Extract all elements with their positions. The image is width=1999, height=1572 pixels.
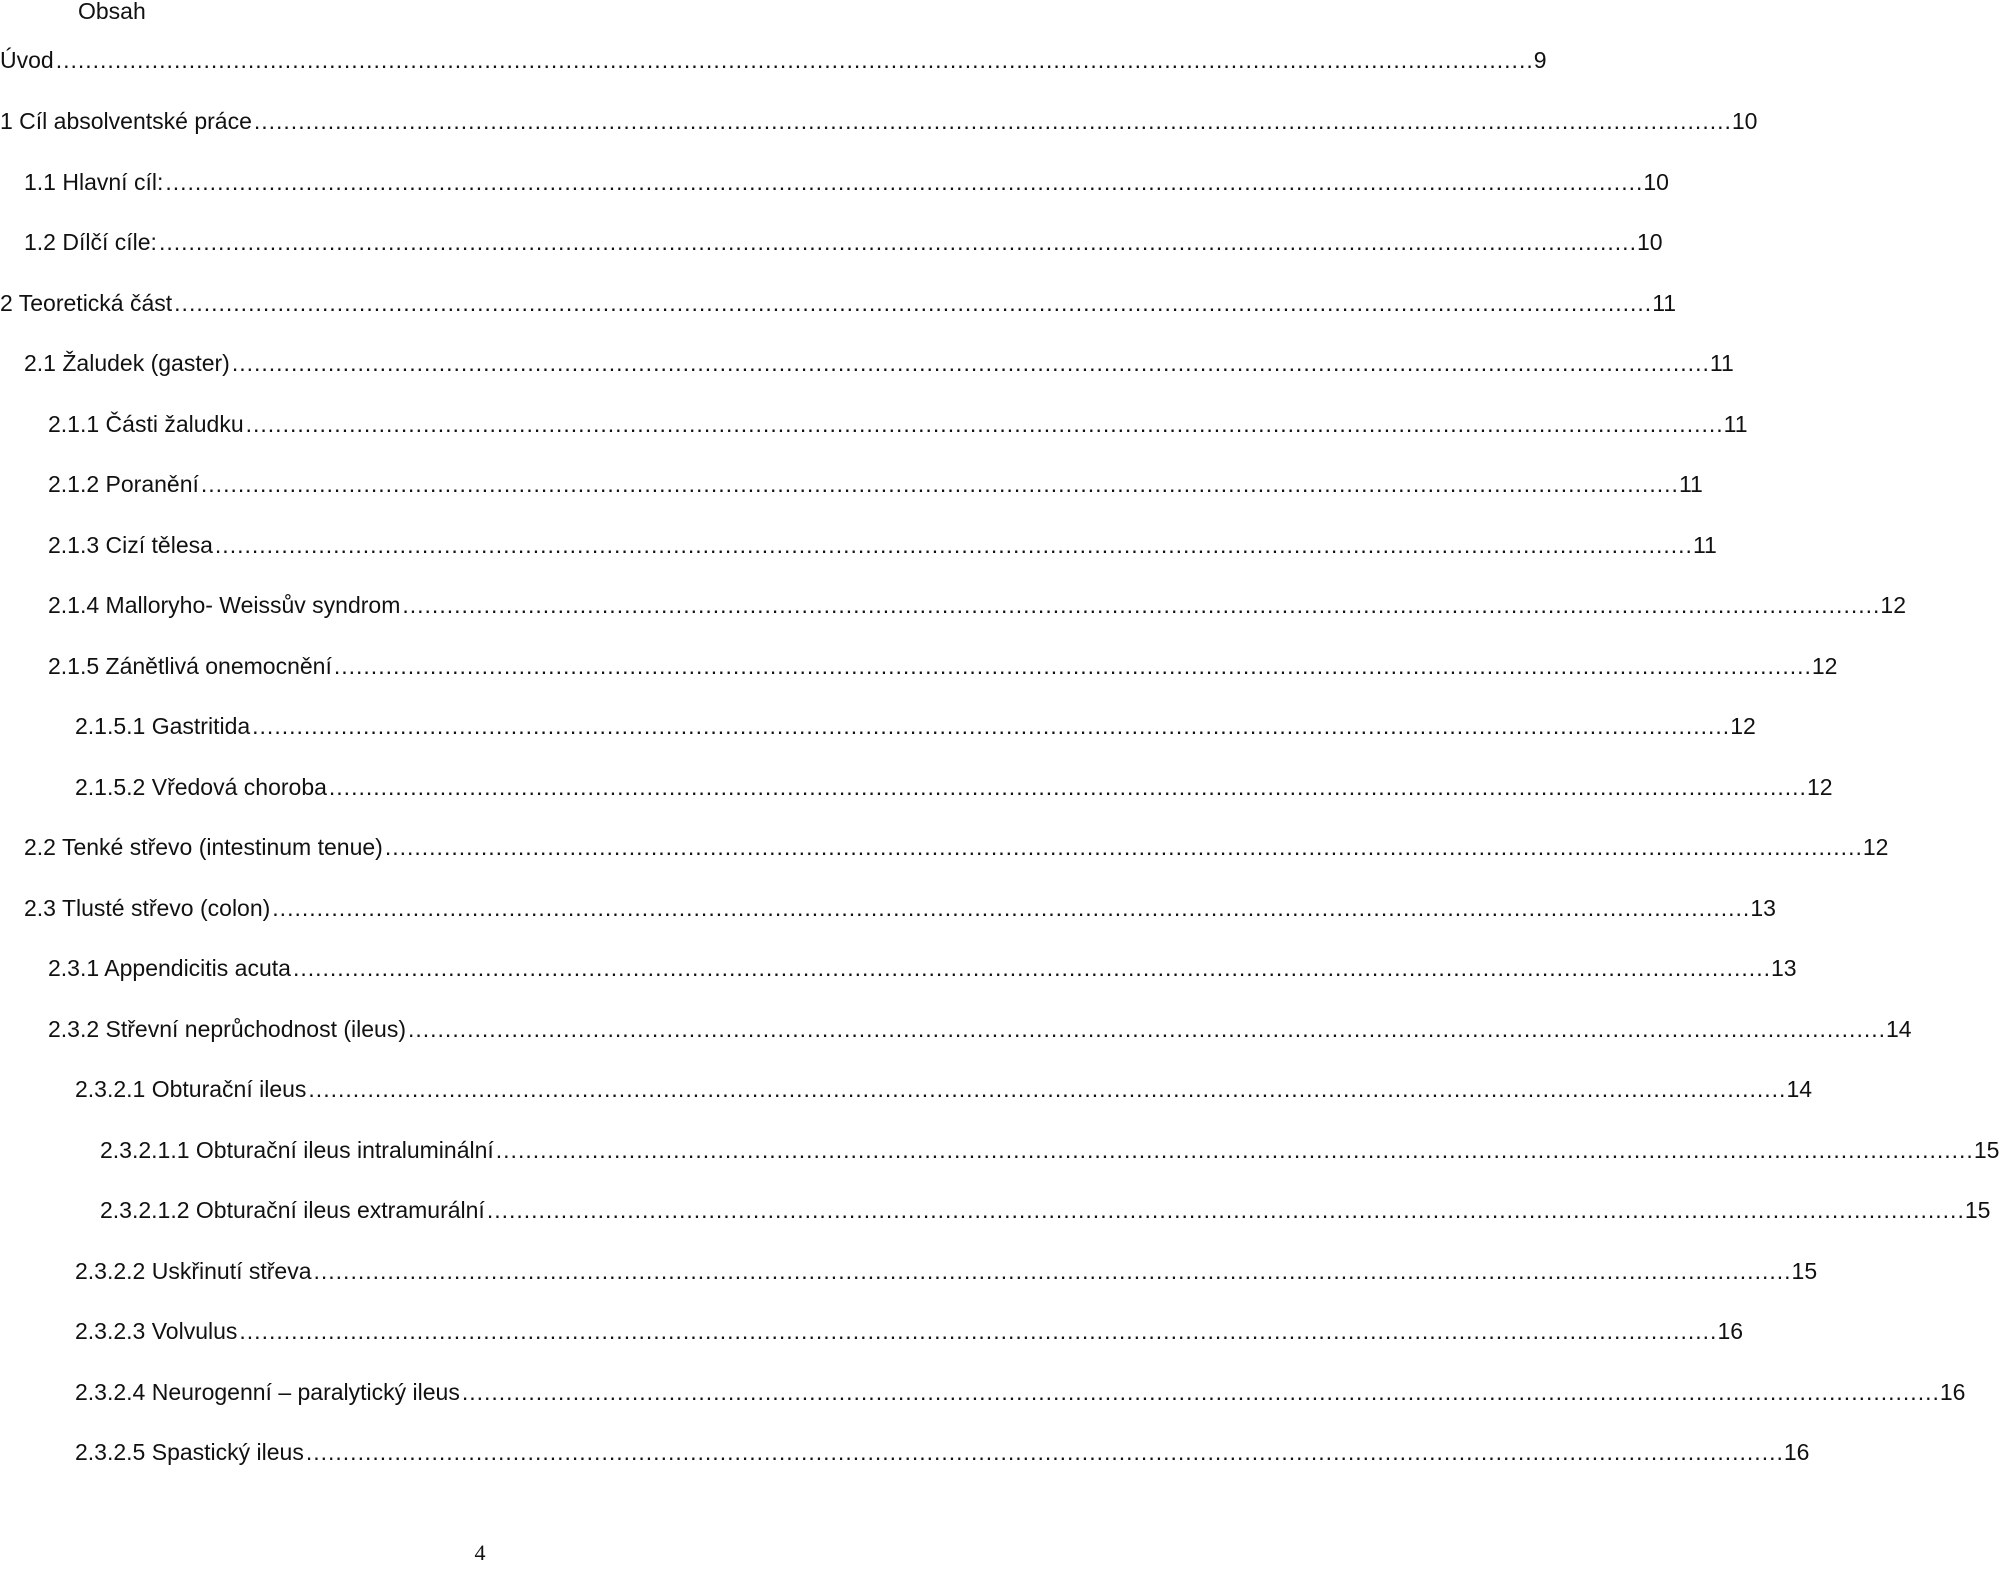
toc-entry-2-1-5[interactable]: [48, 649, 1838, 679]
toc-entry-1-1[interactable]: [24, 165, 1669, 195]
toc-dot-leader: ........................................................................................................................................................................................................: [308, 1076, 1787, 1102]
toc-page-number: 15: [1973, 1137, 1999, 1163]
toc-dot-leader: ........................................................................................................................................................................................................: [253, 108, 1732, 134]
toc-dot-leader: ........................................................................................................................................................................................................: [158, 229, 1637, 255]
toc-page-number: 14: [1886, 1016, 1912, 1042]
toc-entry-title: 1.2 Dílčí cíle:: [24, 229, 157, 255]
toc-entry-2-3-2-2[interactable]: [75, 1254, 1818, 1284]
toc-entry-title: 2.3.2 Střevní neprůchodnost (ileus): [48, 1016, 406, 1042]
toc-entry-2-1-3[interactable]: [48, 528, 1717, 558]
toc-entry-2-1[interactable]: [24, 346, 1734, 376]
toc-dot-leader: ........................................................................................................................................................................................................: [214, 532, 1693, 558]
toc-dot-leader: ........................................................................................................................................................................................................: [245, 411, 1724, 437]
toc-dot-leader: ........................................................................................................................................................................................................: [461, 1379, 1940, 1405]
toc-dot-leader: ........................................................................................................................................................................................................: [384, 834, 1863, 860]
toc-dot-leader: ........................................................................................................................................................................................................: [231, 350, 1710, 376]
toc-dot-leader: ........................................................................................................................................................................................................: [252, 713, 1731, 739]
toc-entry-title: 2.3.1 Appendicitis acuta: [48, 955, 291, 981]
toc-dot-leader: ........................................................................................................................................................................................................: [328, 774, 1807, 800]
toc-page-number: 10: [1636, 229, 1663, 255]
toc-entry-2-3-2-1[interactable]: [75, 1072, 1813, 1102]
toc-entry-2-3-2-3[interactable]: [75, 1314, 1744, 1344]
toc-dot-leader: ........................................................................................................................................................................................................: [292, 955, 1771, 981]
toc-entry-2-2[interactable]: [24, 830, 1889, 860]
toc-dot-leader: ........................................................................................................................................................................................................: [495, 1137, 1974, 1163]
toc-page-number: 11: [1652, 290, 1677, 316]
toc-entry-2-1-5-2[interactable]: [75, 770, 1833, 800]
toc-entry-uvod[interactable]: [0, 43, 1547, 73]
toc-entry-title: 2.3.2.3 Volvulus: [75, 1318, 238, 1344]
toc-page-number: 10: [1643, 169, 1669, 195]
toc-page-number: 10: [1731, 108, 1758, 134]
toc-entry-title: 2.3.2.1.1 Obturační ileus intraluminální: [100, 1137, 494, 1163]
toc-page-number: 16: [1939, 1379, 1966, 1405]
toc-entry-title: 1 Cíl absolventské práce: [0, 108, 252, 134]
toc-entry-title: 2.1.2 Poranění: [48, 471, 199, 497]
toc-page-number: 16: [1783, 1439, 1810, 1465]
toc-dot-leader: ........................................................................................................................................................................................................: [313, 1258, 1792, 1284]
toc-dot-leader: ........................................................................................................................................................................................................: [174, 290, 1653, 316]
toc-page-number: 13: [1750, 895, 1776, 921]
toc-entry-2-1-2[interactable]: [48, 467, 1703, 497]
toc-dot-leader: ........................................................................................................................................................................................................: [165, 169, 1644, 195]
toc-entry-title: 2.1.5.2 Vředová choroba: [75, 774, 327, 800]
toc-entry-1[interactable]: [0, 104, 1758, 134]
toc-dot-leader: ........................................................................................................................................................................................................: [305, 1439, 1784, 1465]
toc-dot-leader: ........................................................................................................................................................................................................: [55, 47, 1534, 73]
toc-entry-2-3-2[interactable]: [48, 1012, 1912, 1042]
toc-page-number: 11: [1723, 411, 1748, 437]
toc-entry-2-1-4[interactable]: [48, 588, 1906, 618]
toc-entry-title: 1.1 Hlavní cíl:: [24, 169, 164, 195]
toc-entry-title: 2.1 Žaludek (gaster): [24, 350, 230, 376]
toc-page-number: 16: [1717, 1318, 1744, 1344]
toc-entry-2[interactable]: [0, 286, 1677, 316]
toc-entry-2-3-2-5[interactable]: [75, 1435, 1810, 1465]
toc-entry-title: 2.1.5.1 Gastritida: [75, 713, 251, 739]
toc-entry-2-1-5-1[interactable]: [75, 709, 1756, 739]
toc-heading: Obsah: [78, 0, 146, 24]
toc-entry-title: 2.1.5 Zánětlivá onemocnění: [48, 653, 332, 679]
toc-dot-leader: ........................................................................................................................................................................................................: [272, 895, 1751, 921]
toc-page-number: 12: [1862, 834, 1889, 860]
toc-entry-1-2[interactable]: [24, 225, 1663, 255]
toc-page-number: 13: [1770, 955, 1797, 981]
toc-page-number: 11: [1709, 350, 1734, 376]
toc-page-number: 11: [1692, 532, 1717, 558]
toc-entry-title: 2.3.2.1.2 Obturační ileus extramurální: [100, 1197, 485, 1223]
toc-entry-title: 2.1.3 Cizí tělesa: [48, 532, 213, 558]
toc-page-number: 12: [1811, 653, 1838, 679]
toc-entry-title: 2.3 Tlusté střevo (colon): [24, 895, 271, 921]
toc-page-number: 12: [1730, 713, 1756, 739]
toc-entry-2-3[interactable]: [24, 891, 1776, 921]
toc-entry-title: 2.3.2.4 Neurogenní – paralytický ileus: [75, 1379, 460, 1405]
toc-dot-leader: ........................................................................................................................................................................................................: [200, 471, 1679, 497]
toc-dot-leader: ........................................................................................................................................................................................................: [486, 1197, 1965, 1223]
toc-entry-title: 2.3.2.5 Spastický ileus: [75, 1439, 304, 1465]
toc-entry-title: 2.2 Tenké střevo (intestinum tenue): [24, 834, 383, 860]
toc-entry-2-3-2-1-2[interactable]: [100, 1193, 1991, 1223]
toc-dot-leader: ........................................................................................................................................................................................................: [407, 1016, 1887, 1042]
toc-entry-title: 2 Teoretická část: [0, 290, 173, 316]
toc-entry-title: 2.3.2.2 Uskřinutí střeva: [75, 1258, 312, 1284]
toc-page-number: 11: [1678, 471, 1703, 497]
toc-entry-title: 2.1.1 Části žaludku: [48, 411, 244, 437]
toc-entry-title: Úvod: [0, 47, 54, 73]
toc-entry-2-3-2-1-1[interactable]: [100, 1133, 1999, 1163]
toc-dot-leader: ........................................................................................................................................................................................................: [239, 1318, 1718, 1344]
page-number: 4: [474, 1540, 486, 1565]
toc-entry-title: 2.1.4 Malloryho- Weissův syndrom: [48, 592, 401, 618]
toc-page-number: 12: [1806, 774, 1833, 800]
toc-page-number: 9: [1533, 47, 1547, 73]
toc-page-number: 15: [1791, 1258, 1818, 1284]
toc-page-number: 15: [1964, 1197, 1991, 1223]
toc-page-number: 14: [1786, 1076, 1813, 1102]
toc-entry-2-3-2-4[interactable]: [75, 1375, 1966, 1405]
toc-dot-leader: ........................................................................................................................................................................................................: [402, 592, 1881, 618]
toc-entry-2-1-1[interactable]: [48, 407, 1748, 437]
toc-dot-leader: ........................................................................................................................................................................................................: [333, 653, 1812, 679]
toc-page-number: 12: [1880, 592, 1906, 618]
toc-entry-title: 2.3.2.1 Obturační ileus: [75, 1076, 307, 1102]
toc-entry-2-3-1[interactable]: [48, 951, 1797, 981]
